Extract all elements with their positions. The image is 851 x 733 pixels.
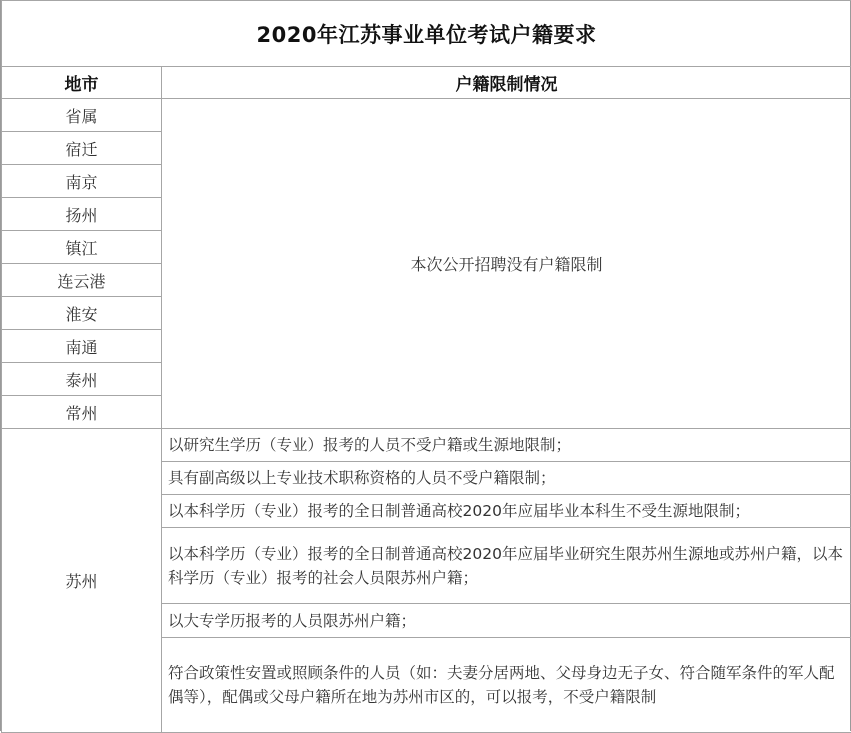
suzhou-rule: 以本科学历（专业）报考的全日制普通高校2020年应届毕业本科生不受生源地限制； xyxy=(162,495,851,528)
household-registration-table xyxy=(1,0,851,733)
city-cell: 南京 xyxy=(2,165,162,198)
suzhou-rule: 符合政策性安置或照顾条件的人员（如：夫妻分居两地、父母身边无子女、符合随军条件的军人配偶等），配偶或父母户籍所在地为苏州市区的，可以报考，不受户籍限制 xyxy=(162,638,851,733)
suzhou-rule: 以本科学历（专业）报考的全日制普通高校2020年应届毕业研究生限苏州生源地或苏州户籍，以本科学历（专业）报考的社会人员限苏州户籍； xyxy=(162,528,851,604)
table-title: 2020年江苏事业单位考试户籍要求 xyxy=(2,1,851,67)
city-cell: 宿迁 xyxy=(2,132,162,165)
city-cell: 省属 xyxy=(2,99,162,132)
city-cell: 淮安 xyxy=(2,297,162,330)
table-row xyxy=(2,429,851,462)
title-row xyxy=(2,1,851,67)
header-restriction: 户籍限制情况 xyxy=(162,67,851,99)
city-cell: 泰州 xyxy=(2,363,162,396)
city-cell: 镇江 xyxy=(2,231,162,264)
no-limit-cell: 本次公开招聘没有户籍限制 xyxy=(162,99,851,429)
header-row xyxy=(2,67,851,99)
suzhou-rule: 具有副高级以上专业技术职称资格的人员不受户籍限制； xyxy=(162,462,851,495)
city-cell: 常州 xyxy=(2,396,162,429)
table-row xyxy=(2,99,851,132)
city-cell: 扬州 xyxy=(2,198,162,231)
suzhou-rule: 以大专学历报考的人员限苏州户籍； xyxy=(162,604,851,638)
city-cell-suzhou: 苏州 xyxy=(2,429,162,733)
city-cell: 连云港 xyxy=(2,264,162,297)
header-city: 地市 xyxy=(2,67,162,99)
suzhou-rule: 以研究生学历（专业）报考的人员不受户籍或生源地限制； xyxy=(162,429,851,462)
city-cell: 南通 xyxy=(2,330,162,363)
